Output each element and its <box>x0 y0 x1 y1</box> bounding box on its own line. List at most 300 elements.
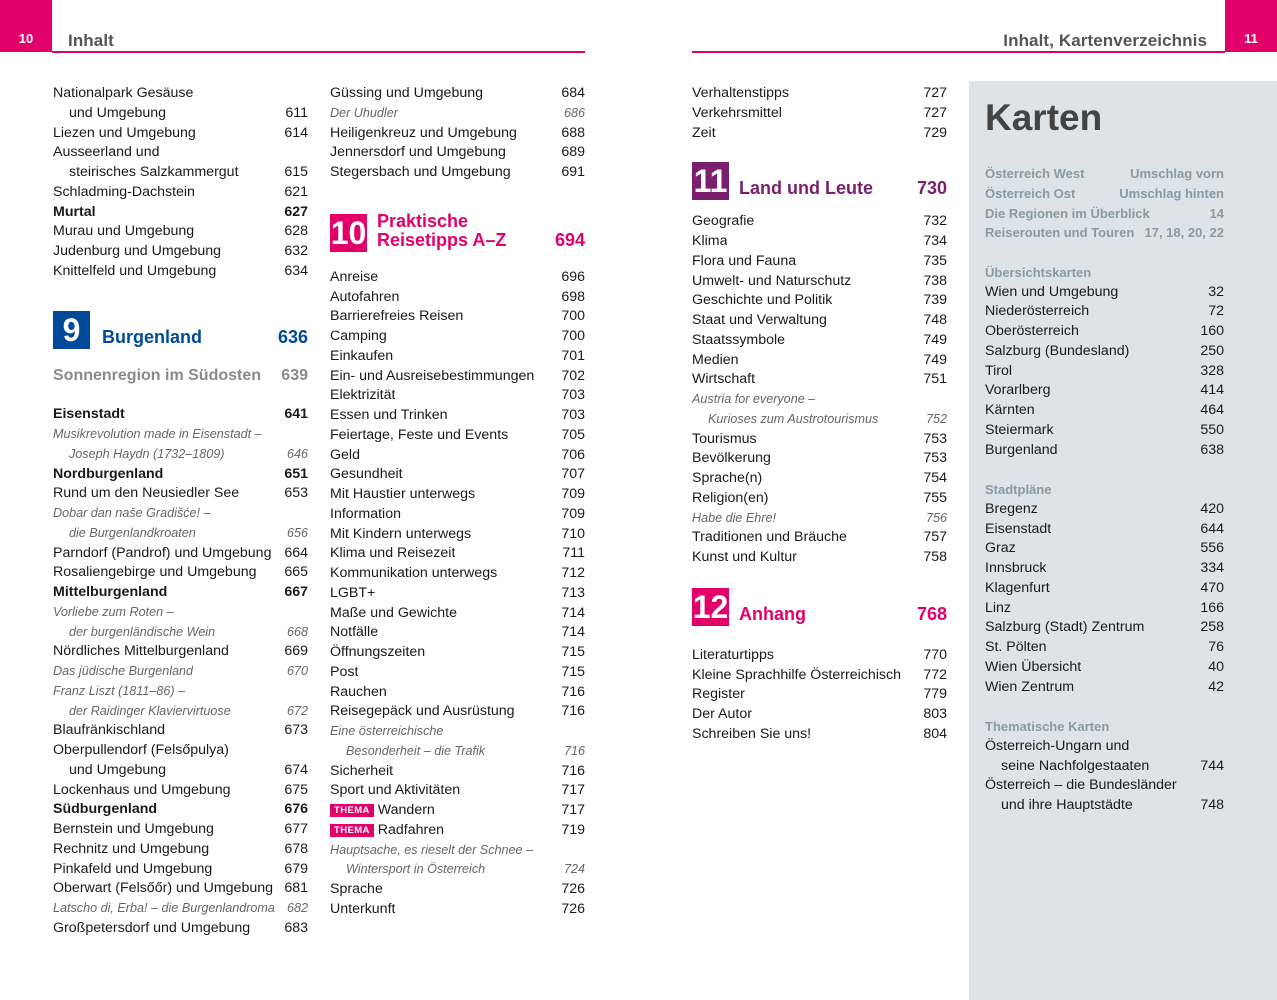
toc-entry[interactable] <box>985 421 1224 441</box>
map-entry[interactable] <box>985 184 1224 204</box>
toc-entry[interactable] <box>330 623 585 643</box>
entry-title: Großpetersdorf und Umgebung <box>53 919 251 936</box>
toc-entry[interactable] <box>985 322 1224 342</box>
entry-title: Bregenz <box>985 500 1038 517</box>
map-entry[interactable] <box>985 164 1224 184</box>
right-page-number: 11 <box>1225 0 1277 52</box>
chapter-number: 12 <box>692 588 729 625</box>
entry-text: Radfahren <box>377 821 445 838</box>
entry-title: Flora und Fauna <box>692 252 797 269</box>
entry-page: 656 <box>286 525 308 540</box>
entry-page: 621 <box>284 183 308 200</box>
entry-page: 716 <box>563 743 585 758</box>
entry-title: Maße und Gewichte <box>330 604 457 621</box>
entry-title: Schreiben Sie uns! <box>692 725 812 742</box>
toc-entry[interactable] <box>330 143 585 163</box>
toc-entry[interactable] <box>53 623 308 643</box>
entry-page: 614 <box>284 124 308 141</box>
entry-page: 727 <box>923 104 947 121</box>
toc-entry[interactable] <box>985 441 1224 461</box>
entry-title: Salzburg (Bundesland) <box>985 342 1130 359</box>
entry-page: 670 <box>286 664 308 678</box>
toc-entry[interactable] <box>330 584 585 604</box>
toc-entry[interactable] <box>330 367 585 387</box>
toc-entry[interactable] <box>330 860 585 880</box>
chapter-title-line-1: Praktische <box>377 210 469 231</box>
entry-title: Medien <box>692 351 739 368</box>
city-maps-heading: Stadtpläne <box>985 482 1052 497</box>
entry-page: 550 <box>1200 421 1224 438</box>
entry-title: Kurioses zum Austrotourismus <box>708 411 879 426</box>
toc-entry[interactable] <box>53 203 308 223</box>
toc-entry[interactable] <box>985 342 1224 362</box>
toc-entry[interactable] <box>692 370 947 390</box>
entry-title: Verhaltenstipps <box>692 85 790 101</box>
entry-page: 634 <box>284 262 308 279</box>
entry-page: 702 <box>561 367 585 384</box>
toc-entry[interactable] <box>53 484 308 504</box>
entry-title: Ausseerland und <box>53 144 160 161</box>
toc-entry[interactable] <box>330 604 585 624</box>
toc-entry[interactable] <box>330 307 585 327</box>
toc-entry[interactable] <box>330 163 585 183</box>
toc-entry[interactable] <box>985 559 1224 579</box>
entry-page: 707 <box>561 466 585 483</box>
toc-entry[interactable] <box>692 351 947 371</box>
entry-page: 464 <box>1200 402 1224 418</box>
toc-entry[interactable] <box>53 563 308 583</box>
entry-title: Österreich-Ungarn und <box>985 737 1130 754</box>
entry-page: 714 <box>561 604 585 621</box>
entry-title: Kunst und Kultur <box>692 549 797 565</box>
toc-entry <box>330 841 585 861</box>
entry-title: Musikrevolution made in Eisenstadt – <box>53 427 262 441</box>
entry-title: Post <box>330 663 359 680</box>
toc-list <box>692 646 947 745</box>
chapter-title: Burgenland <box>102 326 203 347</box>
entry-title: Pinkafeld und Umgebung <box>53 860 213 877</box>
entry-title: LGBT+ <box>330 584 376 601</box>
entry-page: 166 <box>1200 599 1224 616</box>
chapter-page: 636 <box>277 326 308 347</box>
toc-entry[interactable] <box>53 761 308 781</box>
entry-page: 713 <box>561 584 585 601</box>
toc-entry[interactable] <box>692 705 947 725</box>
toc-entry[interactable] <box>985 401 1224 421</box>
toc-entry[interactable] <box>692 104 947 124</box>
toc-entry[interactable] <box>985 579 1224 599</box>
toc-entry[interactable] <box>53 919 308 939</box>
entry-title: Der Uhudler <box>330 105 398 120</box>
entry-title: und Umgebung <box>69 104 167 121</box>
entry-title: die Burgenlandkroaten <box>69 525 196 540</box>
toc-entry[interactable] <box>330 386 585 406</box>
entry-page: 556 <box>1200 540 1224 557</box>
toc-entry[interactable] <box>692 509 947 529</box>
toc-entry[interactable] <box>985 520 1224 540</box>
toc-entry[interactable] <box>53 721 308 741</box>
entry-title: Umwelt- und Naturschutz <box>692 272 852 289</box>
toc-entry[interactable] <box>330 327 585 347</box>
entry-title: Einkaufen <box>330 347 394 364</box>
toc-entry <box>53 143 308 163</box>
entry-page: 632 <box>284 243 308 259</box>
entry-page: 32 <box>1208 283 1224 300</box>
entry-title: Religion(en) <box>692 489 769 506</box>
entry-title: Nordburgenland <box>53 465 164 482</box>
toc-entry[interactable] <box>330 104 585 124</box>
toc-entry[interactable] <box>53 899 308 919</box>
entry-title: Sport und Aktivitäten <box>330 782 461 799</box>
toc-entry[interactable] <box>53 662 308 682</box>
thema-badge: THEMA <box>330 804 374 817</box>
entry-page: 258 <box>1200 619 1224 636</box>
chapter-page: 694 <box>554 229 585 250</box>
map-entry[interactable] <box>985 223 1224 243</box>
entry-page: 628 <box>284 223 308 240</box>
entry-page: 716 <box>561 703 585 720</box>
entry-title: Innsbruck <box>985 560 1047 576</box>
entry-title: Eisenstadt <box>985 520 1052 537</box>
toc-entry[interactable] <box>53 840 308 860</box>
toc-entry[interactable] <box>985 362 1224 382</box>
toc-entry[interactable] <box>330 663 585 683</box>
entry-title: Steiermark <box>985 421 1054 438</box>
toc-list <box>692 212 947 568</box>
toc-entry[interactable] <box>330 900 585 920</box>
entry-page: 328 <box>1200 362 1224 379</box>
toc-list <box>53 84 308 282</box>
entry-page: 40 <box>1208 658 1224 675</box>
entry-page: 700 <box>561 308 585 325</box>
entry-page: 714 <box>561 624 585 641</box>
toc-entry[interactable] <box>330 124 585 144</box>
toc-entry[interactable] <box>985 302 1224 322</box>
entry-page: 754 <box>923 470 947 486</box>
entry-page: 651 <box>284 465 308 482</box>
chapter-title-line-2: Reisetipps A–Z <box>377 229 507 250</box>
toc-entry[interactable] <box>985 678 1224 698</box>
toc-entry[interactable] <box>53 524 308 544</box>
entry-page: 748 <box>1200 797 1224 813</box>
toc-entry[interactable] <box>53 445 308 465</box>
toc-entry[interactable] <box>985 757 1224 777</box>
entry-page: 677 <box>284 821 308 837</box>
entry-page: 732 <box>923 213 947 230</box>
entry-title: Öffnungszeiten <box>330 644 426 660</box>
entry-title: Liezen und Umgebung <box>53 124 196 141</box>
entry-title: Österreich Ost <box>985 185 1076 201</box>
entry-page: 667 <box>284 584 308 600</box>
toc-entry[interactable] <box>53 860 308 880</box>
entry-title: Heiligenkreuz und Umgebung <box>330 124 517 141</box>
entry-page: 698 <box>561 288 585 305</box>
entry-page: 705 <box>561 426 585 443</box>
chapter-title: Land und Leute <box>739 178 873 199</box>
toc-entry[interactable] <box>330 525 585 545</box>
toc-entry[interactable] <box>985 381 1224 401</box>
toc-entry[interactable] <box>692 666 947 686</box>
entry-title: Oberösterreich <box>985 323 1079 339</box>
entry-title: Salzburg (Stadt) Zentrum <box>985 619 1145 636</box>
toc-entry[interactable] <box>692 646 947 666</box>
entry-title <box>330 801 435 821</box>
toc-entry[interactable] <box>330 762 585 782</box>
toc-entry[interactable] <box>985 599 1224 619</box>
entry-title: Blaufränkischland <box>53 722 165 739</box>
chapter-number: 9 <box>53 311 90 349</box>
toc-entry[interactable] <box>330 347 585 367</box>
entry-title: Geografie <box>692 213 755 230</box>
thema-badge: THEMA <box>330 824 374 837</box>
toc-entry[interactable] <box>330 801 585 821</box>
entry-title: seine Nachfolgestaaten <box>1001 757 1150 774</box>
entry-page: 719 <box>561 821 585 838</box>
toc-entry[interactable] <box>53 642 308 662</box>
entry-page: 689 <box>561 144 585 161</box>
toc-entry[interactable] <box>692 449 947 469</box>
entry-page: 668 <box>286 624 308 639</box>
entry-page: 717 <box>561 782 585 799</box>
toc-entry[interactable] <box>330 485 585 505</box>
entry-title: Wien und Umgebung <box>985 283 1119 300</box>
entry-page: 715 <box>561 644 585 660</box>
toc-entry[interactable] <box>53 183 308 203</box>
toc-entry[interactable] <box>53 544 308 564</box>
entry-page: 710 <box>561 525 585 542</box>
entry-text: Wandern <box>377 802 435 818</box>
entry-title: Information <box>330 505 401 522</box>
toc-entry[interactable] <box>692 84 947 104</box>
section-title: Sonnenregion im Südosten <box>53 366 262 384</box>
toc-entry[interactable] <box>53 124 308 144</box>
toc-entry[interactable] <box>692 528 947 548</box>
toc-entry[interactable] <box>330 781 585 801</box>
chapter-number: 10 <box>330 214 367 251</box>
entry-title: Wintersport in Österreich <box>346 862 486 877</box>
toc-entry[interactable] <box>692 685 947 705</box>
entry-title: Vorliebe zum Roten – <box>53 604 174 619</box>
toc-entry[interactable] <box>692 232 947 252</box>
entry-page: 726 <box>561 900 585 917</box>
entry-page: 615 <box>284 164 308 180</box>
entry-page: 676 <box>284 801 308 818</box>
entry-title: Klagenfurt <box>985 579 1050 596</box>
toc-entry[interactable] <box>53 879 308 899</box>
entry-page: 672 <box>286 703 308 718</box>
toc-entry[interactable] <box>330 84 585 104</box>
entry-title: Oberpullendorf (Felsőpulya) <box>53 742 229 758</box>
entry-page: 716 <box>561 683 585 700</box>
toc-entry[interactable] <box>692 489 947 509</box>
toc-entry[interactable] <box>330 880 585 900</box>
entry-title: Mittelburgenland <box>53 584 168 600</box>
entry-title: Staatssymbole <box>692 331 786 348</box>
chapter-9-heading[interactable] <box>53 309 308 349</box>
entry-page: 738 <box>923 272 947 289</box>
toc-entry[interactable] <box>53 405 308 425</box>
toc-entry[interactable] <box>330 465 585 485</box>
toc-entry[interactable] <box>330 683 585 703</box>
toc-entry[interactable] <box>53 583 308 603</box>
toc-entry[interactable] <box>692 410 947 430</box>
toc-column-1 <box>53 84 308 939</box>
entry-title: Ein- und Ausreisebestimmungen <box>330 367 535 384</box>
entry-page: 72 <box>1208 303 1224 320</box>
entry-title: Eisenstadt <box>53 406 125 423</box>
toc-entry[interactable] <box>692 725 947 745</box>
entry-title: Bevölkerung <box>692 450 771 467</box>
entry-page: 749 <box>923 351 947 368</box>
toc-entry[interactable] <box>330 268 585 288</box>
toc-entry[interactable] <box>53 465 308 485</box>
entry-title: Judenburg und Umgebung <box>53 243 222 259</box>
chapter-11-heading[interactable] <box>692 160 947 200</box>
entry-page: 770 <box>923 646 947 663</box>
entry-page: 712 <box>561 565 585 581</box>
entry-page: 753 <box>923 450 947 467</box>
entry-title: Vorarlberg <box>985 382 1051 399</box>
toc-entry[interactable] <box>692 311 947 331</box>
entry-title: Geld <box>330 446 360 463</box>
toc-entry[interactable] <box>330 544 585 564</box>
toc-entry[interactable] <box>692 272 947 292</box>
entry-title: St. Pölten <box>985 639 1047 655</box>
entry-page: 682 <box>286 901 308 915</box>
chapter-title <box>367 212 555 252</box>
toc-entry[interactable] <box>692 252 947 272</box>
toc-entry[interactable] <box>53 781 308 801</box>
chapter-number: 11 <box>693 163 728 200</box>
toc-entry[interactable] <box>692 331 947 351</box>
toc-entry <box>53 425 308 445</box>
entry-title: steirisches Salzkammergut <box>69 164 239 180</box>
entry-page: 709 <box>561 505 585 522</box>
left-page-number: 10 <box>0 0 52 52</box>
entry-title: Camping <box>330 328 387 344</box>
overview-maps-heading: Übersichtskarten <box>985 264 1092 280</box>
entry-title: Stegersbach und Umgebung <box>330 164 511 180</box>
toc-entry[interactable] <box>53 222 308 242</box>
section-heading[interactable] <box>53 366 308 386</box>
toc-entry[interactable] <box>692 469 947 489</box>
entry-page: 42 <box>1208 678 1224 695</box>
entry-page: 703 <box>561 407 585 423</box>
entry-title: Murau und Umgebung <box>53 223 195 240</box>
toc-entry[interactable] <box>692 124 947 144</box>
toc-entry[interactable] <box>53 104 308 124</box>
entry-page: 250 <box>1200 342 1224 359</box>
toc-entry[interactable] <box>53 820 308 840</box>
toc-entry[interactable] <box>330 406 585 426</box>
entry-title: Der Autor <box>692 706 752 722</box>
entry-title: der Raidinger Klaviervirtuose <box>69 703 231 718</box>
toc-entry[interactable] <box>985 283 1224 303</box>
toc-entry[interactable] <box>692 430 947 450</box>
entry-title: Rauchen <box>330 683 387 700</box>
toc-entry[interactable] <box>53 163 308 183</box>
entry-title: Nördliches Mittelburgenland <box>53 643 229 660</box>
chapter-12-heading[interactable] <box>692 586 947 626</box>
entry-page: 757 <box>923 529 947 546</box>
toc-entry[interactable] <box>985 638 1224 658</box>
entry-page: Umschlag hinten <box>1119 185 1224 201</box>
toc-entry[interactable] <box>330 742 585 762</box>
section-page: 639 <box>281 366 308 384</box>
entry-page: 701 <box>561 347 585 364</box>
entry-title: Traditionen und Bräuche <box>692 529 847 546</box>
toc-entry[interactable] <box>985 539 1224 559</box>
entry-page: 711 <box>562 545 585 562</box>
toc-entry[interactable] <box>330 446 585 466</box>
toc-entry[interactable] <box>53 262 308 282</box>
entry-title: Reisegepäck und Ausrüstung <box>330 703 515 720</box>
toc-entry[interactable] <box>985 618 1224 638</box>
entry-page: 14 <box>1209 205 1224 221</box>
toc-entry <box>53 603 308 623</box>
entry-title: Barrierefreies Reisen <box>330 308 464 325</box>
toc-list <box>53 405 308 938</box>
toc-entry[interactable] <box>330 564 585 584</box>
entry-page: 673 <box>284 722 308 739</box>
entry-title: Literaturtipps <box>692 646 775 663</box>
entry-page: 716 <box>561 762 585 779</box>
toc-entry[interactable] <box>330 288 585 308</box>
entry-title: Güssing und Umgebung <box>330 85 484 101</box>
toc-entry[interactable] <box>53 702 308 722</box>
toc-entry[interactable] <box>330 426 585 446</box>
map-entry[interactable] <box>985 204 1224 224</box>
toc-entry[interactable] <box>985 500 1224 520</box>
entry-page: 691 <box>561 164 585 180</box>
toc-entry[interactable] <box>692 548 947 568</box>
toc-entry[interactable] <box>985 658 1224 678</box>
entry-page: 739 <box>923 292 947 309</box>
entry-page: 751 <box>923 371 947 388</box>
entry-title: Graz <box>985 540 1016 557</box>
toc-entry[interactable] <box>330 702 585 722</box>
toc-entry[interactable] <box>330 821 585 841</box>
entry-page: 696 <box>561 268 585 285</box>
entry-title: Lockenhaus und Umgebung <box>53 781 231 798</box>
entry-title: Wien Übersicht <box>985 658 1082 675</box>
toc-entry[interactable] <box>692 291 947 311</box>
toc-column-3 <box>692 84 947 745</box>
entry-title: Franz Liszt (1811–86) – <box>53 683 186 698</box>
entry-title: Niederösterreich <box>985 303 1090 320</box>
entry-title: Nationalpark Gesäuse <box>53 85 194 101</box>
toc-entry <box>53 504 308 524</box>
entry-page: 803 <box>923 706 947 722</box>
entry-title: Parndorf (Pandrof) und Umgebung <box>53 544 272 561</box>
toc-entry[interactable] <box>53 242 308 262</box>
entry-page: 679 <box>284 860 308 877</box>
toc-entry[interactable] <box>985 796 1224 816</box>
thematic-maps-list <box>985 737 1224 816</box>
toc-entry[interactable] <box>330 643 585 663</box>
toc-entry[interactable] <box>53 800 308 820</box>
entry-page: 715 <box>561 663 585 680</box>
entry-title: Schladming-Dachstein <box>53 183 195 200</box>
entry-page: 752 <box>925 411 947 426</box>
entry-title: Klima und Reisezeit <box>330 545 456 562</box>
chapter-10-heading[interactable] <box>330 212 585 252</box>
toc-entry[interactable] <box>330 505 585 525</box>
toc-entry[interactable] <box>692 212 947 232</box>
overview-maps-list <box>985 283 1224 461</box>
entry-page: 724 <box>563 862 585 877</box>
entry-title: Notfälle <box>330 624 379 641</box>
